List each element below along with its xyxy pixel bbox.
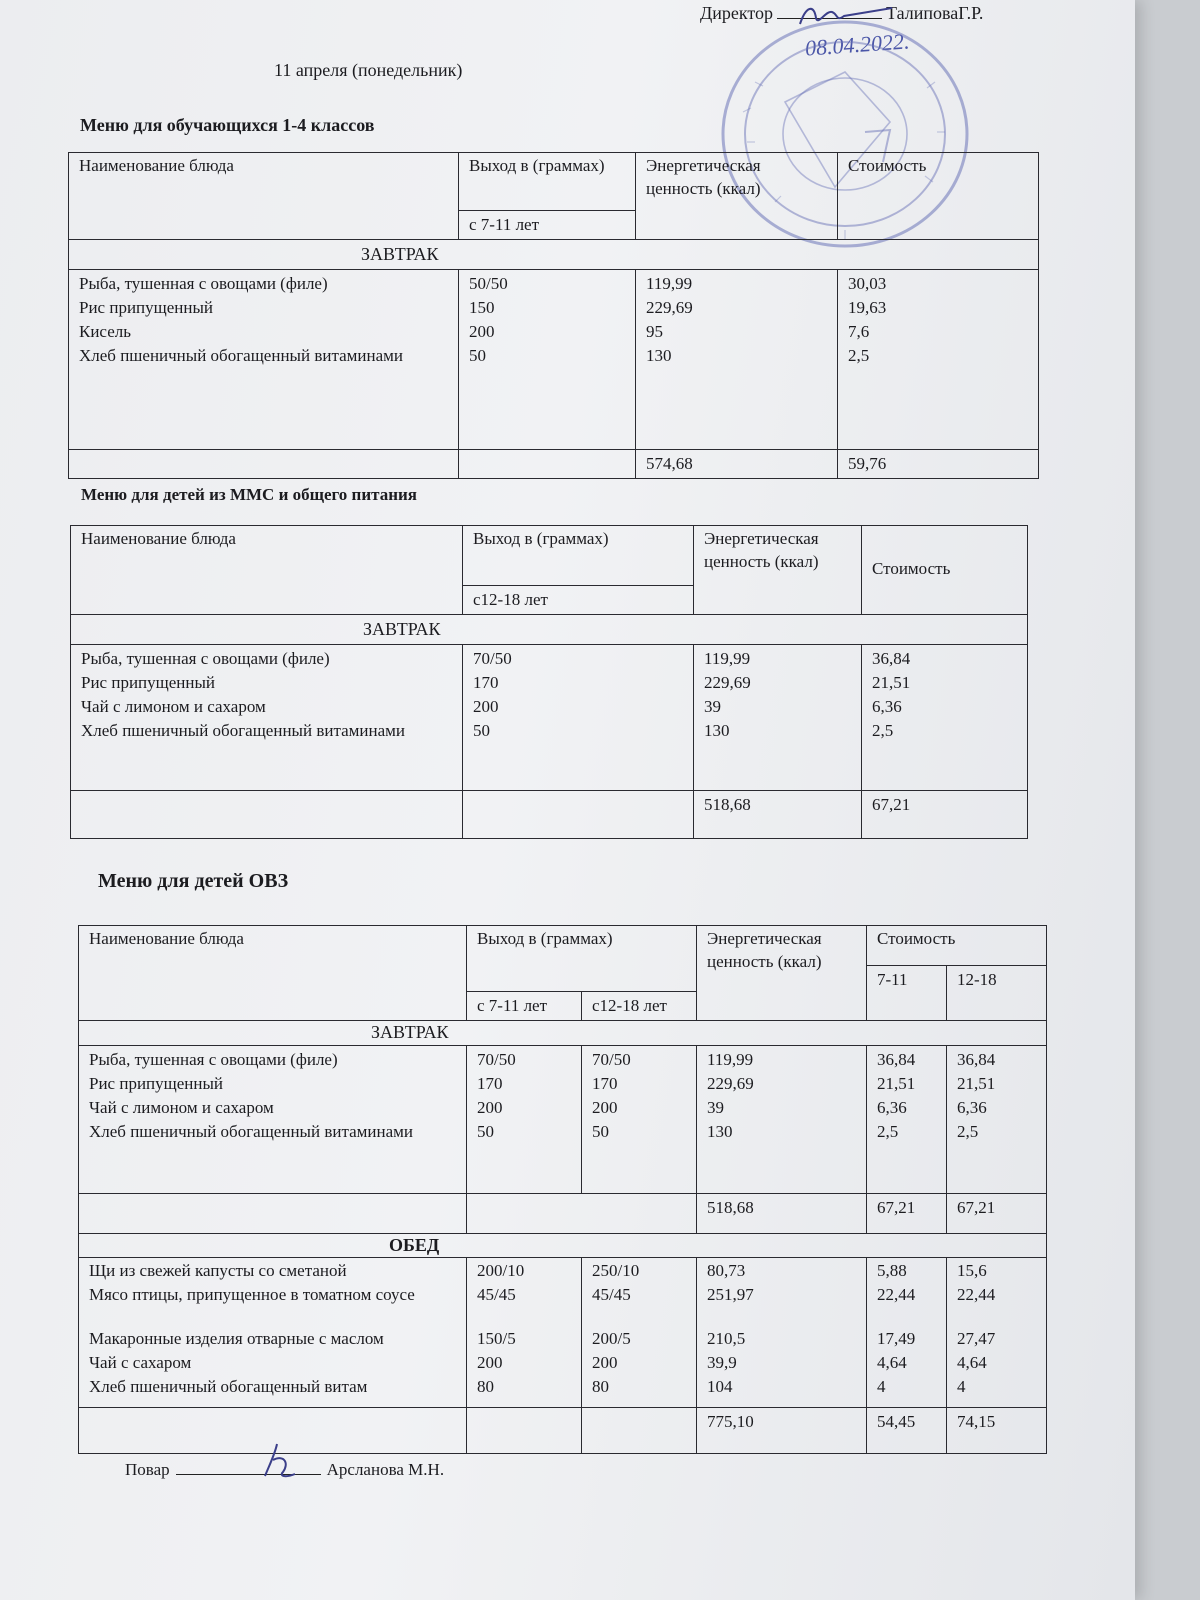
menu1-meal-breakfast: ЗАВТРАК xyxy=(69,239,1039,269)
list-item: Рыба, тушенная с овощами (филе) xyxy=(79,273,328,293)
menu3-breakfast-cost-b xyxy=(947,1045,1047,1193)
list-item: 22,44 xyxy=(957,1285,996,1305)
menu2-dishes xyxy=(71,644,463,790)
menu3-col-energy: Энергетическая ценность (ккал) xyxy=(697,926,867,1021)
list-item: Рыба, тушенная с овощами (филе) xyxy=(89,1049,338,1069)
menu3-lunch-total-cost-b: 74,15 xyxy=(947,1408,1047,1454)
menu3-lunch-cost-b xyxy=(947,1258,1047,1408)
menu3-lunch-weights-b xyxy=(582,1258,697,1408)
list-item: 150/5 xyxy=(477,1329,516,1349)
menu3-breakfast-total-energy: 518,68 xyxy=(697,1193,867,1233)
list-item: 2,5 xyxy=(848,345,870,365)
list-item: 36,84 xyxy=(877,1049,916,1069)
menu2-age-range: с12-18 лет xyxy=(463,586,694,615)
list-item: 45/45 xyxy=(592,1285,631,1305)
list-item: 50/50 xyxy=(469,273,508,293)
menu3-col-cost: Стоимость xyxy=(867,926,1047,966)
list-item: Чай с лимоном и сахаром xyxy=(81,696,266,716)
menu3-meal-lunch: ОБЕД xyxy=(79,1233,1047,1258)
cook-label: Повар xyxy=(125,1460,170,1479)
menu2-total-blank xyxy=(71,790,463,838)
menu2-title: Меню для детей из ММС и общего питания xyxy=(81,485,417,504)
list-item: 80 xyxy=(477,1377,494,1397)
menu1-col-name: Наименование блюда xyxy=(69,153,459,240)
list-item: Хлеб пшеничный обогащенный витаминами xyxy=(81,720,405,740)
list-item: Рыба, тушенная с овощами (филе) xyxy=(81,648,330,668)
list-item: 200 xyxy=(592,1097,618,1117)
list-item: 229,69 xyxy=(704,672,751,692)
menu3-title: Меню для детей ОВЗ xyxy=(98,870,289,892)
list-item: Чай с лимоном и сахаром xyxy=(89,1097,274,1117)
list-item: 36,84 xyxy=(872,648,911,668)
menu2-total-energy: 518,68 xyxy=(694,790,862,838)
menu1-total-blank xyxy=(459,449,636,478)
list-item: 104 xyxy=(707,1377,733,1397)
list-item: 17,49 xyxy=(877,1329,916,1349)
list-item: 95 xyxy=(646,321,663,341)
list-item: 4,64 xyxy=(877,1353,907,1373)
list-item: 200 xyxy=(469,321,495,341)
list-item: 6,36 xyxy=(957,1097,987,1117)
menu1-total-energy: 574,68 xyxy=(636,449,838,478)
list-item: 80,73 xyxy=(707,1261,746,1281)
list-item: Рис припущенный xyxy=(89,1073,223,1093)
list-item: 80 xyxy=(592,1377,609,1397)
menu3-breakfast-weights-a xyxy=(467,1045,582,1193)
menu1-col-energy: Энергетическая ценность (ккал) xyxy=(636,153,838,240)
list-item: 21,51 xyxy=(957,1073,996,1093)
list-item: Щи из свежей капусты со сметаной xyxy=(89,1261,347,1281)
menu3-cost-age-b: 12-18 xyxy=(947,966,1047,1021)
menu1-dishes xyxy=(69,269,459,449)
list-item: 50 xyxy=(592,1121,609,1141)
list-item: 50 xyxy=(469,345,486,365)
menu3-breakfast-cost-a xyxy=(867,1045,947,1193)
menu3-breakfast-total-blank xyxy=(467,1193,697,1233)
list-item: 70/50 xyxy=(473,648,512,668)
menu3-col-name: Наименование блюда xyxy=(79,926,467,1021)
menu1-total-blank xyxy=(69,449,459,478)
list-item: 250/10 xyxy=(592,1261,640,1281)
list-item: 39,9 xyxy=(707,1353,737,1373)
list-item: 5,88 xyxy=(877,1261,907,1281)
list-item: 119,99 xyxy=(704,648,751,668)
menu3-lunch-total-cost-a: 54,45 xyxy=(867,1408,947,1454)
list-item: Макаронные изделия отварные с маслом xyxy=(89,1329,384,1349)
menu2-col-name: Наименование блюда xyxy=(71,526,463,615)
list-item: Рис припущенный xyxy=(81,672,215,692)
menu1-energy xyxy=(636,269,838,449)
menu2-meal-breakfast: ЗАВТРАК xyxy=(71,614,1028,644)
director-label: Директор xyxy=(700,3,774,23)
menu3-lunch-total-blank xyxy=(582,1408,697,1454)
list-item: Хлеб пшеничный обогащенный витам xyxy=(89,1377,368,1397)
menu3-breakfast-total-cost-a: 67,21 xyxy=(867,1193,947,1233)
menu3-lunch-total-energy: 775,10 xyxy=(697,1408,867,1454)
menu2-col-cost: Стоимость xyxy=(862,526,1028,615)
menu2-energy xyxy=(694,644,862,790)
menu2-col-energy: Энергетическая ценность (ккал) xyxy=(694,526,862,615)
list-item: 4 xyxy=(957,1377,966,1397)
menu3-lunch-total-blank xyxy=(467,1408,582,1454)
menu3-cost-age-a: 7-11 xyxy=(867,966,947,1021)
list-item: 39 xyxy=(707,1097,724,1117)
menu1-col-weight: Выход в (граммах) xyxy=(459,153,636,211)
approval-date: 08.04.2022. xyxy=(804,28,911,61)
list-item: 200 xyxy=(473,696,499,716)
list-item: 39 xyxy=(704,696,721,716)
list-item: 4,64 xyxy=(957,1353,987,1373)
list-item: 7,6 xyxy=(848,321,870,341)
list-item: 119,99 xyxy=(646,273,693,293)
list-item: 200/10 xyxy=(477,1261,525,1281)
list-item: 4 xyxy=(877,1377,886,1397)
list-item: 21,51 xyxy=(877,1073,916,1093)
director-name: ТалиповаГ.Р. xyxy=(886,3,984,23)
list-item: Рис припущенный xyxy=(79,297,213,317)
menu2-cost xyxy=(862,644,1028,790)
menu2-weights xyxy=(463,644,694,790)
list-item: 27,47 xyxy=(957,1329,996,1349)
list-item: 130 xyxy=(704,720,730,740)
list-item: Хлеб пшеничный обогащенный витаминами xyxy=(89,1121,413,1141)
list-item: Мясо птицы, припущенное в томатном соусе xyxy=(89,1285,415,1305)
menu2-table xyxy=(70,525,1028,839)
menu1-weights xyxy=(459,269,636,449)
list-item: 36,84 xyxy=(957,1049,996,1069)
menu1-col-cost: Стоимость xyxy=(838,153,1039,240)
menu3-breakfast-total-blank xyxy=(79,1193,467,1233)
list-item: 30,03 xyxy=(848,273,887,293)
menu3-breakfast-dishes xyxy=(79,1045,467,1193)
cook-signature-icon xyxy=(255,1440,315,1482)
list-item: 50 xyxy=(477,1121,494,1141)
menu1-table xyxy=(68,152,1039,479)
list-item: 150 xyxy=(469,297,495,317)
menu3-col-weight: Выход в (граммах) xyxy=(467,926,697,992)
list-item: 170 xyxy=(473,672,499,692)
menu1-total-cost: 59,76 xyxy=(838,449,1039,478)
list-item: 2,5 xyxy=(877,1121,899,1141)
list-item: 6,36 xyxy=(877,1097,907,1117)
list-item: 15,6 xyxy=(957,1261,987,1281)
list-item: Хлеб пшеничный обогащенный витаминами xyxy=(79,345,403,365)
menu3-lunch-dishes xyxy=(79,1258,467,1408)
list-item: 21,51 xyxy=(872,672,911,692)
list-item: 251,97 xyxy=(707,1285,754,1305)
cook-name: Арсланова М.Н. xyxy=(326,1460,445,1479)
menu3-age-a: с 7-11 лет xyxy=(467,992,582,1021)
menu-date: 11 апреля (понедельник) xyxy=(274,60,463,80)
list-item: Чай с сахаром xyxy=(89,1353,192,1373)
list-item: 200 xyxy=(477,1353,503,1373)
list-item: 45/45 xyxy=(477,1285,516,1305)
menu2-total-blank xyxy=(463,790,694,838)
menu3-age-b: с12-18 лет xyxy=(582,992,697,1021)
menu1-age-range: с 7-11 лет xyxy=(459,211,636,240)
menu2-total-cost: 67,21 xyxy=(862,790,1028,838)
list-item: 200 xyxy=(477,1097,503,1117)
menu3-table xyxy=(78,925,1047,1454)
list-item: 130 xyxy=(646,345,672,365)
list-item: 70/50 xyxy=(592,1049,631,1069)
menu3-breakfast-energy xyxy=(697,1045,867,1193)
director-signature-icon xyxy=(792,0,902,30)
list-item: 200 xyxy=(592,1353,618,1373)
list-item: 229,69 xyxy=(646,297,693,317)
list-item: 200/5 xyxy=(592,1329,631,1349)
list-item: 130 xyxy=(707,1121,733,1141)
list-item: 2,5 xyxy=(872,720,894,740)
list-item: 119,99 xyxy=(707,1049,754,1069)
menu1-cost xyxy=(838,269,1039,449)
list-item: 170 xyxy=(477,1073,503,1093)
menu3-breakfast-weights-b xyxy=(582,1045,697,1193)
list-item: 210,5 xyxy=(707,1329,746,1349)
menu1-title: Меню для обучающихся 1-4 классов xyxy=(80,115,375,135)
list-item: 50 xyxy=(473,720,490,740)
menu3-meal-breakfast: ЗАВТРАК xyxy=(79,1020,1047,1045)
menu3-lunch-weights-a xyxy=(467,1258,582,1408)
menu3-lunch-cost-a xyxy=(867,1258,947,1408)
list-item: 70/50 xyxy=(477,1049,516,1069)
list-item: 22,44 xyxy=(877,1285,916,1305)
menu3-lunch-energy xyxy=(697,1258,867,1408)
list-item: 170 xyxy=(592,1073,618,1093)
menu3-breakfast-total-cost-b: 67,21 xyxy=(947,1193,1047,1233)
list-item: 2,5 xyxy=(957,1121,979,1141)
list-item: 6,36 xyxy=(872,696,902,716)
list-item: 19,63 xyxy=(848,297,887,317)
list-item: Кисель xyxy=(79,321,131,341)
list-item: 229,69 xyxy=(707,1073,754,1093)
menu2-col-weight: Выход в (граммах) xyxy=(463,526,694,586)
